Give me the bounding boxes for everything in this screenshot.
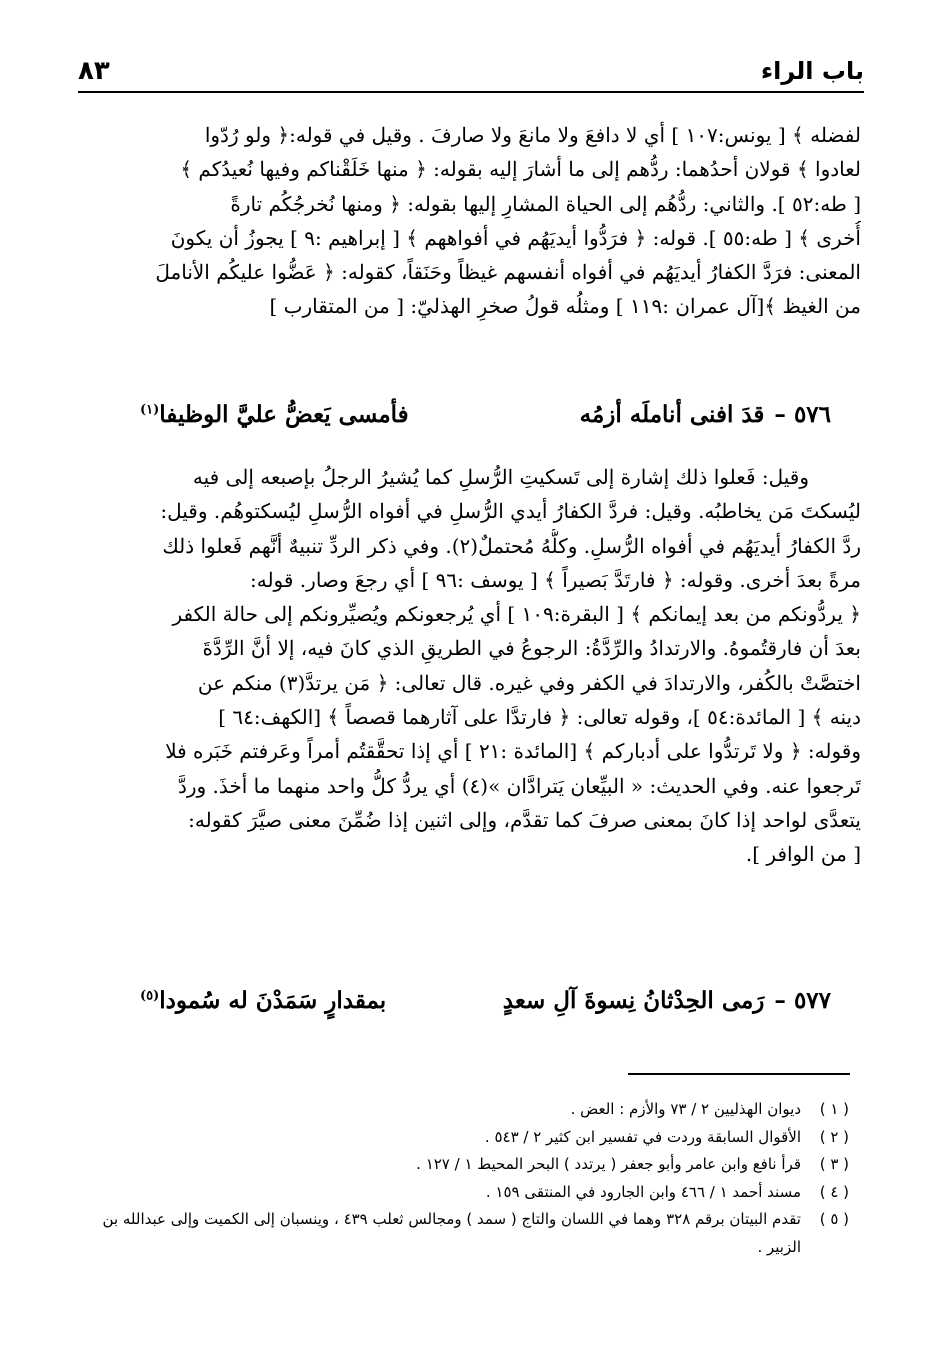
- hemistich-text: رَمى الحِدْثانُ نِسوةَ آلِ سعدٍ: [502, 986, 765, 1014]
- verse-576: [140, 394, 831, 434]
- hemistich-text: بمقدارٍ سَمَدْنَ له سُمودا: [159, 986, 387, 1014]
- footnote-text: ديوان الهذليين ٢ / ٧٣ والأزم : العض .: [570, 1100, 801, 1118]
- paragraph-2: [92, 460, 861, 872]
- footnote-item: [78, 1206, 849, 1261]
- page-number: ٨٣: [78, 56, 110, 86]
- verse-second-hemistich: [140, 401, 409, 428]
- verse-number: ٥٧٧ –: [774, 986, 831, 1014]
- hemistich-text: فأمسى يَعضُّ عليَّ الوظيفا: [159, 400, 409, 428]
- hemistich-text: قدَ افنى أناملَه أزمُه: [579, 400, 765, 428]
- text-line: ﴿ يردُّونكم من بعد إيمانكم ﴾ [ البقرة:١٠٩ ] أي يُرجعونكم ويُصيِّرونكم إلى حالة الكفر: [172, 602, 861, 627]
- text-line: أُخرى ﴾ [ طه:٥٥ ]. قوله: ﴿ فرَدُّوا أيديَهُم في أفواههم ﴾ [ إبراهيم :٩ ] يجوزُ أن يكونَ: [170, 225, 861, 250]
- text-line: لعادوا ﴾ قولان أحدُهما: ردُّهم إلى ما أشارَ إليه بقوله: ﴿ منها خَلَقْناكم وفيها نُعيدُكم ﴾: [180, 157, 861, 182]
- text-line: تَرجعوا عنه. وفي الحديث: « البيِّعان يَترادَّان »(٤) أي يردُّ كلُّ واحد منهما ما أخذَ. وردَّ: [177, 773, 861, 798]
- verse-number: ٥٧٦ –: [774, 400, 831, 428]
- footnote-number: ( ٢ ): [819, 1127, 849, 1146]
- verse-first-hemistich: [580, 401, 831, 428]
- footnote-text: الأقوال السابقة وردت في تفسير ابن كثير ٢ / ٥٤٣ .: [484, 1127, 801, 1146]
- text-line: وقيل: فَعلوا ذلك إشارة إلى تَسكيتِ الرُّسلِ كما يُشيرُ الرجلُ بإصبعه إلى فيه: [192, 465, 809, 489]
- footnote-item: [78, 1124, 849, 1152]
- text-line: مرةً بعدَ أخرى. وقوله: ﴿ فارتَدَّ بَصيراً ﴾ [ يوسف :٩٦ ] أي رجعَ وصار. قوله:: [250, 567, 861, 592]
- footnote-text: قرأ نافع وابن عامر وأبو جعفر ( يرتدد ) البحر المحيط ١ / ١٢٧ .: [416, 1155, 801, 1173]
- footnote-ref[interactable]: (٥): [140, 987, 160, 1003]
- footnote-number: ( ٥ ): [819, 1210, 849, 1228]
- text-line: اختصَّتْ بالكُفر، والارتدادَ في الكفر وفي غيره. قال تعالى: ﴿ مَن يرتدَّ(٣) منكم عن: [197, 670, 861, 695]
- footnote-text: تقدم البيتان برقم ٣٢٨ وهما في اللسان والتاج ( سمد ) ومجالس ثعلب ٤٣٩ ، وينسبان إلى الكميت وإلى عبدالله بن الزبير .: [102, 1210, 801, 1256]
- text-line: دينه ﴾ [ المائدة:٥٤ ]، وقوله تعالى: ﴿ فارتدَّا على آثارهما قصصاً ﴾ [الكهف:٦٤ ]: [218, 705, 861, 730]
- footnote-item: [78, 1179, 849, 1207]
- paragraph-1: [92, 118, 861, 324]
- footnote-number: ( ١ ): [819, 1100, 849, 1118]
- verse-second-hemistich: [140, 987, 386, 1014]
- footnote-ref[interactable]: (١): [140, 401, 160, 417]
- footnote-text: مسند أحمد ١ / ٤٦٦ وابن الجارود في المنتقى ١٥٩ .: [485, 1182, 801, 1201]
- header-rule: [78, 91, 864, 93]
- text-line: [ طه:٥٢ ]. والثاني: ردُّهُم إلى الحياة المشارِ إليها بقوله: ﴿ ومنها نُخرجُكُم تارةً: [230, 191, 861, 216]
- text-line: لفضله ﴾ [ يونس:١٠٧ ] أي لا دافعَ ولا مانعَ ولا صارفَ . وقيل في قوله:﴿ ولو رُدّوا: [204, 123, 861, 147]
- footnote-number: ( ٤ ): [819, 1182, 849, 1201]
- footnotes: [78, 1096, 849, 1261]
- footnote-item: [78, 1096, 849, 1124]
- footnote-item: [78, 1151, 849, 1179]
- text-line: بعدَ أن فارقتُموهُ. والارتدادُ والرِّدَّةُ: الرجوعُ في الطريقِ الذي كانَ فيه، إلا أنَّ الرِّدَّةَ: [202, 636, 861, 661]
- text-line: [ من الوافر ].: [745, 842, 861, 867]
- text-line: يتعدَّى لواحد إذا كانَ بمعنى صرفَ كما تقدَّم، وإلى اثنين إذا ضُمِّنَ معنى صيَّرَ كقوله:: [188, 807, 861, 832]
- text-line: المعنى: فرَدَّ الكفارُ أيديَهُم في أفواه أنفسهم غيظاً وحَنَقاً، كقوله: ﴿ عَضُّوا عليكُم الأناملَ: [155, 260, 861, 285]
- text-line: ليُسكتَ مَن يخاطبُه. وقيل: فردَّ الكفارُ أيدي الرُّسلِ في أفواه الرُّسلِ ليُسكتوهُم. وقيل:: [160, 499, 861, 524]
- footnote-number: ( ٣ ): [819, 1155, 849, 1173]
- verse-first-hemistich: [503, 987, 831, 1014]
- footnote-separator: [628, 1073, 850, 1075]
- running-head: باب الراء: [760, 57, 864, 85]
- text-line: من الغيظ ﴾[آل عمران :١١٩ ] ومثلُه قولُ صخرِ الهذليّ: [ من المتقارب ]: [269, 294, 861, 319]
- text-line: وقوله: ﴿ ولا تَرتدُّوا على أدباركم ﴾ [المائدة :٢١ ] أي إذا تحقَّقتُم أمراً وعَرفتم خَبَره فلا: [165, 739, 861, 764]
- verse-577: [140, 980, 831, 1020]
- text-line: ردَّ الكفارُ أيديَهُم في أفواه الرُّسلِ. وكلُّهُ مُحتملٌ(٢). وفي ذكر الردِّ تنبيهٌ أنَّهم فَعلوا ذلك: [162, 533, 861, 558]
- page-header: [78, 48, 864, 88]
